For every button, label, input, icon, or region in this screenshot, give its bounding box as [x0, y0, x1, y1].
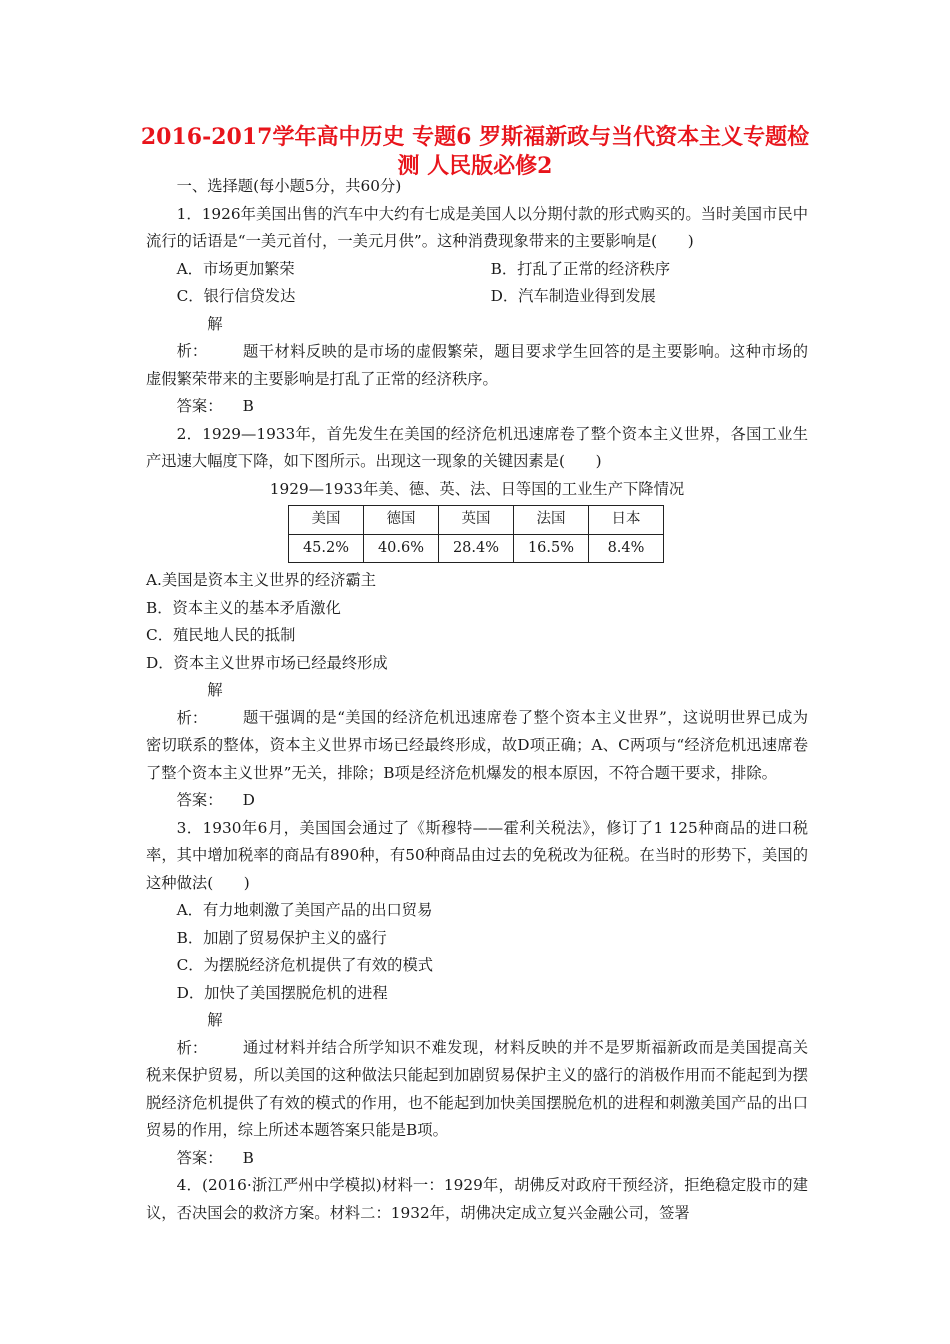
option-d: D．加快了美国摆脱危机的进程 [176, 983, 388, 1002]
analysis-text: 题干强调的是“美国的经济危机迅速席卷了整个资本主义世界”，这说明世界已成为密切联系的整体，资本主义世界市场已经最终形成，故D项正确；A、C两项与“经济危机迅速席卷了整个资本主义世界”无关，排除；B项是经济危机爆发的根本原因，不符合题干要求，排除。 [146, 708, 808, 782]
table-header-cell: 英国 [439, 506, 514, 535]
question-4-stem: 4．(2016·浙江严州中学模拟)材料一：1929年，胡佛反对政府干预经济，拒绝稳定股市的建议，否决国会的救济方案。材料二：1932年，胡佛决定成立复兴金融公司，签署 [146, 1176, 808, 1222]
question-3-answer [146, 1145, 808, 1173]
document-body [146, 173, 808, 1227]
option-c: C．银行信贷发达 [176, 287, 296, 305]
question-1-options-cd [146, 283, 808, 311]
table-header-cell: 德国 [364, 506, 439, 535]
table-row [289, 534, 664, 563]
table-header-row [289, 506, 664, 535]
analysis-text: 通过材料并结合所学知识不难发现，材料反映的并不是罗斯福新政而是美国提高关税来保护贸易，所以美国的这种做法只能起到加剧贸易保护主义的盛行的消极作用而不能起到为摆脱经济危机提供了有效的模式的作用，也不能起到加快美国摆脱危机的进程和刺激美国产品的出口贸易的作用，综上所述本题答案只能是B项。 [146, 1038, 808, 1139]
analysis-text: 题干材料反映的是市场的虚假繁荣，题目要求学生回答的是主要影响。这种市场的虚假繁荣带来的主要影响是打乱了正常的经济秩序。 [146, 342, 808, 388]
table-header-cell: 法国 [514, 506, 589, 535]
answer-value: B [242, 1148, 254, 1167]
table-caption: 1929—1933年美、德、英、法、日等国的工业生产下降情况 [269, 479, 685, 498]
question-3-stem: 3．1930年6月，美国国会通过了《斯穆特——霍利关税法》，修订了1 125种商品的进口税率，其中增加税率的商品有890种，有50种商品由过去的免税改为征税。在当时的形势下，美国的这种做法( ) [146, 818, 808, 892]
answer-value: D [242, 791, 255, 809]
option-a: A．有力地刺激了美国产品的出口贸易 [176, 901, 433, 919]
table-header-cell: 美国 [289, 506, 364, 535]
question-2-answer [146, 787, 808, 815]
option-c: C．为摆脱经济危机提供了有效的模式 [176, 956, 434, 974]
answer-label: 答案： [176, 1148, 223, 1167]
question-1-analysis [146, 311, 808, 394]
table-cell: 40.6% [364, 534, 439, 563]
section-heading: 一、选择题(每小题5分，共60分) [176, 177, 402, 195]
answer-value: B [242, 397, 254, 415]
question-1-answer [146, 393, 808, 421]
analysis-label: 解析： [176, 681, 223, 727]
option-c: C．殖民地人民的抵制 [146, 626, 296, 644]
table-cell: 45.2% [289, 534, 364, 563]
title-line-1: 2016-2017学年高中历史 专题6 罗斯福新政与当代资本主义专题检 [140, 124, 810, 150]
question-1-options-ab [146, 256, 808, 284]
table-cell: 16.5% [514, 534, 589, 563]
option-a: A．市场更加繁荣 [176, 259, 295, 278]
option-d: D．资本主义世界市场已经最终形成 [146, 653, 388, 672]
option-d: D．汽车制造业得到发展 [490, 287, 656, 305]
table-header-cell: 日本 [589, 506, 664, 535]
option-b: B．加剧了贸易保护主义的盛行 [176, 928, 387, 947]
analysis-label: 解析： [176, 314, 223, 360]
option-b: B．打乱了正常的经济秩序 [490, 259, 671, 278]
table-cell: 8.4% [589, 534, 664, 563]
table-cell: 28.4% [439, 534, 514, 563]
question-2-stem: 2．1929—1933年，首先发生在美国的经济危机迅速席卷了整个资本主义世界，各国工业生产迅速大幅度下降，如下图所示。出现这一现象的关键因素是( ) [146, 424, 808, 470]
production-decline-table [288, 505, 664, 563]
question-3-analysis [146, 1007, 808, 1145]
question-1-stem: 1．1926年美国出售的汽车中大约有七成是美国人以分期付款的形式购买的。当时美国市民中流行的话语是“一美元首付，一美元月供”。这种消费现象带来的主要影响是( ) [146, 204, 808, 250]
analysis-label: 解析： [176, 1011, 223, 1057]
answer-label: 答案： [176, 397, 223, 415]
option-b: B．资本主义的基本矛盾激化 [146, 598, 341, 617]
question-2-analysis [146, 677, 808, 787]
title-line-2: 测 人民版必修2 [397, 153, 553, 179]
answer-label: 答案： [176, 791, 223, 809]
option-a: A.美国是资本主义世界的经济霸主 [146, 571, 377, 589]
